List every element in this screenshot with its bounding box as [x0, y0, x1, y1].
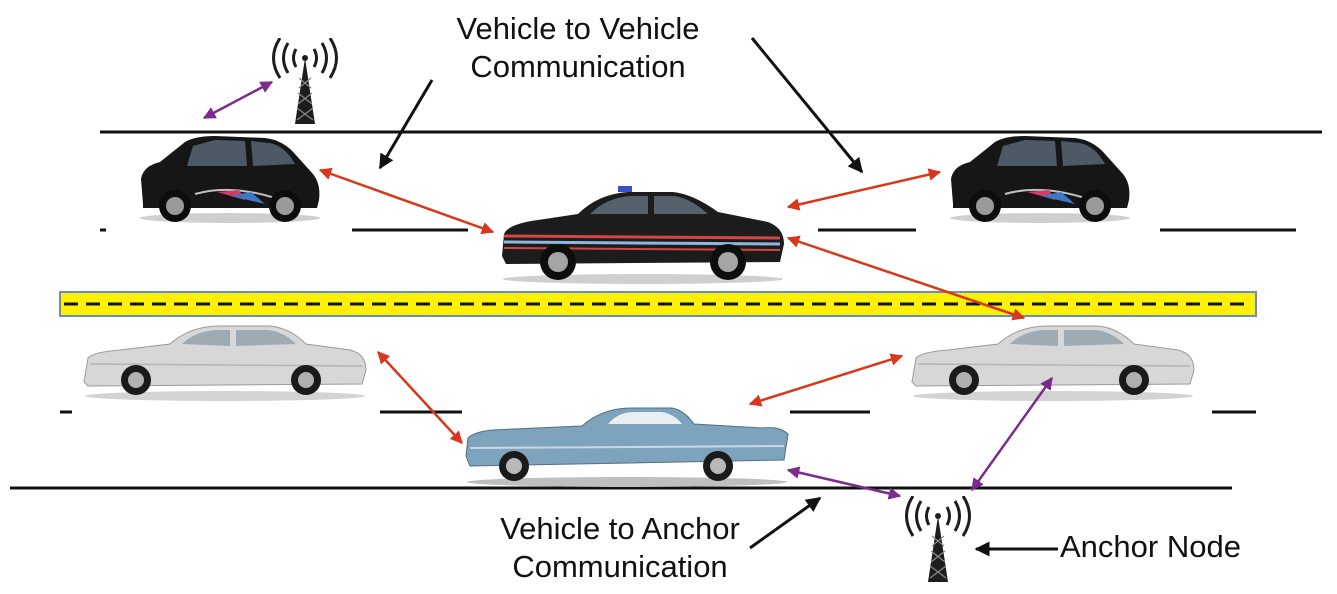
- v2v-arrow: [788, 172, 940, 207]
- radio-tower-icon: [274, 38, 337, 124]
- label-line: Communication: [512, 549, 728, 584]
- radio-tower-icon: [907, 496, 970, 582]
- pointer-arrow: [752, 38, 862, 172]
- road-median: [60, 292, 1256, 316]
- label-vehicle-to-anchor: [460, 510, 780, 586]
- hatchback-car-1: [140, 136, 320, 223]
- classic-blue-car: [466, 408, 788, 487]
- label-line: Vehicle to Anchor: [500, 511, 740, 546]
- label-line: Communication: [470, 49, 686, 84]
- police-car: [502, 186, 784, 284]
- v2v-arrow: [320, 170, 493, 232]
- label-anchor-node: Anchor Node: [1060, 529, 1241, 564]
- v2a-arrow: [788, 470, 900, 496]
- label-line: Vehicle to Vehicle: [456, 11, 700, 46]
- silver-sedan-2: [912, 326, 1194, 401]
- v2v-arrow: [750, 356, 902, 404]
- label-vehicle-to-vehicle: [418, 10, 738, 86]
- pointer-arrow: [380, 80, 432, 168]
- hatchback-car-2: [950, 136, 1130, 223]
- v2v-arrow: [378, 352, 462, 443]
- v2a-arrow: [204, 82, 272, 118]
- silver-sedan-1: [84, 326, 366, 401]
